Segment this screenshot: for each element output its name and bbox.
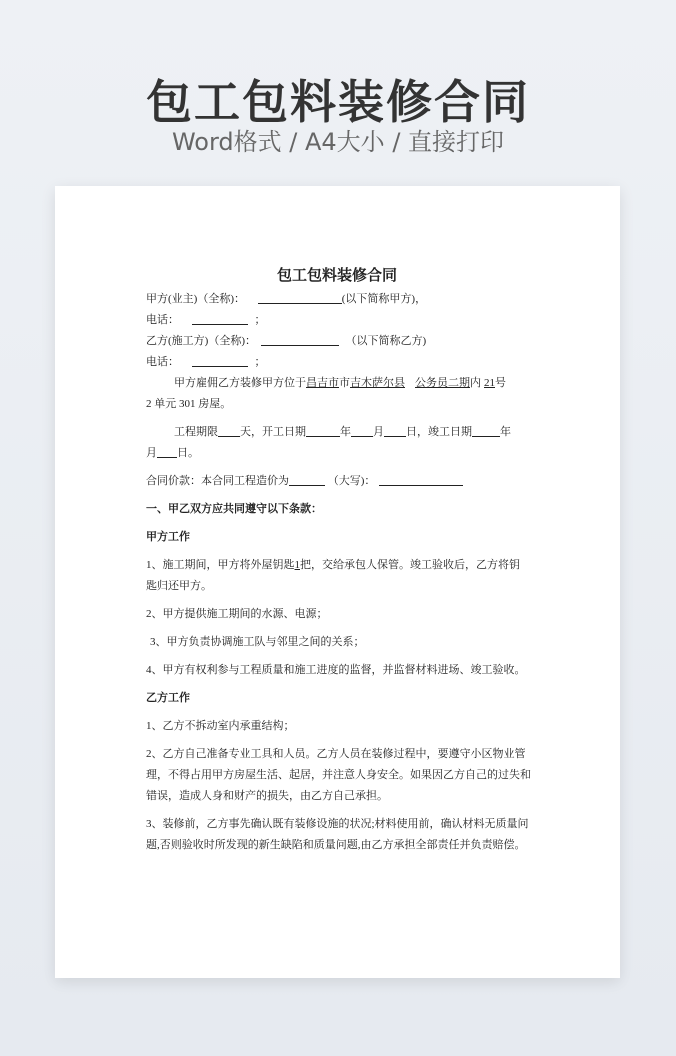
party-a-item-1 <box>146 555 528 576</box>
location-county: 吉木萨尔县 <box>350 377 405 389</box>
party-b-name-blank[interactable] <box>261 333 339 346</box>
party-b-item-2: 2、乙方自己准备专业工具和人员。乙方人员在装修过程中，要遵守小区物业管 <box>146 748 526 760</box>
party-a-item-2: 2、甲方提供施工期间的水源、电源； <box>146 608 328 620</box>
party-a-item-4: 4、甲方有权利参与工程质量和施工进度的监督，并监督材料进场、竣工验收。 <box>146 664 526 676</box>
period-month-1: 月 <box>373 426 384 438</box>
party-b-work-heading: 乙方工作 <box>146 692 190 704</box>
document-page <box>55 186 620 978</box>
party-b-suffix: （以下简称乙方) <box>345 335 427 347</box>
document-title: 包工包料装修合同 <box>276 266 397 284</box>
location-line-2: 2 单元 301 房屋。 <box>146 398 232 410</box>
price-line <box>146 471 528 492</box>
phone-b-label: 电话： <box>146 356 179 368</box>
section-1-heading: 一、甲乙双方应共同遵守以下条款： <box>146 503 322 515</box>
period-day-end: 日。 <box>177 447 199 459</box>
party-b-item-2-cont-2: 错误，造成人身和财产的损失，由乙方自己承担。 <box>146 790 388 802</box>
location-city: 昌吉市 <box>306 377 339 389</box>
period-year-2: 年 <box>500 426 511 438</box>
period-end-label: 日，竣工日期 <box>406 426 472 438</box>
party-b-item-3: 3、装修前，乙方事先确认既有装修设施的状况;材料使用前，确认材料无质量问 <box>146 818 529 830</box>
party-a-work-heading: 甲方工作 <box>146 531 190 543</box>
party-a-suffix: (以下简称甲方)， <box>341 293 427 305</box>
start-day-blank[interactable] <box>384 424 406 437</box>
location-text-2: 市 <box>339 377 350 389</box>
period-start-label: 天，开工日期 <box>240 426 306 438</box>
location-text-5: 号 <box>495 377 506 389</box>
start-year-blank[interactable] <box>306 424 340 437</box>
phone-a-suffix: ； <box>254 314 266 326</box>
period-label: 工程期限 <box>174 426 218 438</box>
location-line <box>146 373 528 394</box>
key-count: 1 <box>294 559 300 571</box>
party-b-label: 乙方(施工方)（全称)： <box>146 335 256 347</box>
phone-b-line <box>146 352 528 373</box>
period-days-blank[interactable] <box>218 424 240 437</box>
party-b-item-1: 1、乙方不拆动室内承重结构； <box>146 720 295 732</box>
period-year-1: 年 <box>340 426 351 438</box>
party-b-item-2-cont-1: 理，不得占用甲方房屋生活、起居，并注意人身安全。如果因乙方自己的过失和 <box>146 769 531 781</box>
party-a-name-blank[interactable] <box>258 291 342 304</box>
period-month-2: 月 <box>146 447 157 459</box>
party-a-item-3: 3、甲方负责协调施工队与邻里之间的关系； <box>150 636 365 648</box>
banner-title: 包工包料装修合同 <box>146 75 530 129</box>
party-b-item-3-cont: 题,否则验收时所发现的新生缺陷和质量问题,由乙方承担全部责任并负责赔偿。 <box>146 839 526 851</box>
location-text-1: 甲方雇佣乙方装修甲方位于 <box>174 377 306 389</box>
end-year-blank[interactable] <box>472 424 500 437</box>
location-community: 公务员二期 <box>415 377 470 389</box>
party-a-line <box>146 289 528 310</box>
party-a-label: 甲方(业主)（全称)： <box>146 293 245 305</box>
price-amount-blank[interactable] <box>289 473 325 486</box>
price-capital-label: （大写)： <box>327 475 376 487</box>
start-month-blank[interactable] <box>351 424 373 437</box>
period-line <box>146 422 528 443</box>
price-capital-blank[interactable] <box>379 473 463 486</box>
phone-b-blank[interactable] <box>192 354 248 367</box>
phone-a-label: 电话： <box>146 314 179 326</box>
end-day-blank[interactable] <box>157 445 177 458</box>
party-a-item-1-text: 1、施工期间，甲方将外屋钥匙 <box>146 559 295 571</box>
phone-a-line <box>146 310 528 331</box>
document-body <box>146 263 531 856</box>
period-line-2 <box>146 443 528 464</box>
party-b-line <box>146 331 528 352</box>
location-number: 21 <box>484 377 495 389</box>
phone-b-suffix: ； <box>254 356 266 368</box>
location-text-4: 内 <box>470 377 481 389</box>
banner-subtitle: Word格式 / A4大小 / 直接打印 <box>171 128 505 156</box>
party-a-item-1-cont: 匙归还甲方。 <box>146 580 212 592</box>
price-label: 合同价款：本合同工程造价为 <box>146 475 289 487</box>
phone-a-blank[interactable] <box>192 312 248 325</box>
party-a-item-1-text-2: 把，交给承包人保管。竣工验收后，乙方将钥 <box>300 559 520 571</box>
